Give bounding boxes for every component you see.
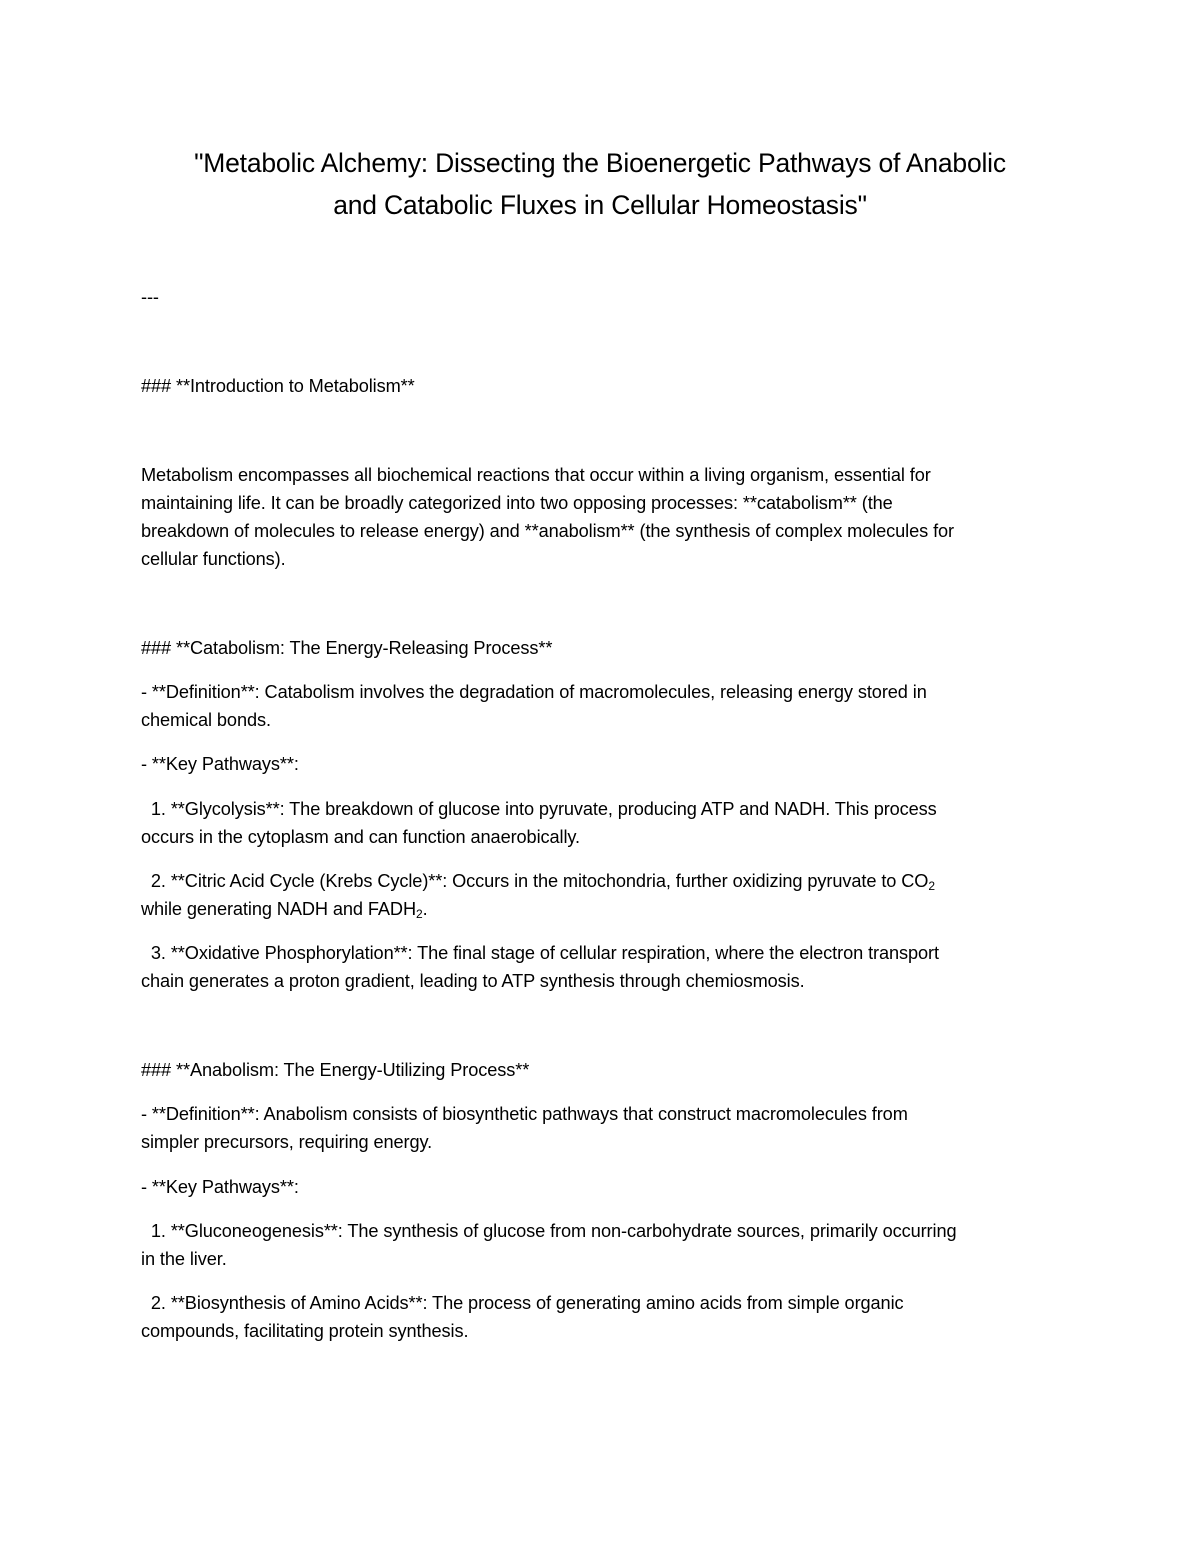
catabolism-definition-line: - **Definition**: Catabolism involves the degradation of macromolecules, releasing energy stored in — [141, 682, 927, 702]
catabolism-item-citric-acid-cont — [141, 895, 1071, 923]
fadh2-subscript: 2 — [416, 907, 423, 921]
catabolism-definition-line: chemical bonds. — [141, 710, 271, 730]
intro-paragraph-line: maintaining life. It can be broadly categorized into two opposing processes: **catabolism** (the — [141, 493, 893, 513]
anabolism-item-amino-acids-cont: compounds, facilitating protein synthesis. — [141, 1321, 469, 1341]
catabolism-item-glycolysis-cont: occurs in the cytoplasm and can function anaerobically. — [141, 827, 580, 847]
title-line-2: and Catabolic Fluxes in Cellular Homeostasis" — [333, 190, 867, 220]
catabolism-item-citric-acid — [141, 867, 1071, 895]
separator-line: --- — [141, 287, 159, 307]
catabolism-key-pathways: - **Key Pathways**: — [141, 754, 299, 774]
anabolism-definition-line: - **Definition**: Anabolism consists of biosynthetic pathways that construct macromolecules from — [141, 1104, 908, 1124]
anabolism-item-gluconeogenesis-cont: in the liver. — [141, 1249, 227, 1269]
intro-paragraph-line: breakdown of molecules to release energy) and **anabolism** (the synthesis of complex molecules for — [141, 521, 955, 541]
citric-acid-period: . — [422, 899, 428, 919]
document-title — [120, 142, 1080, 226]
catabolism-item-oxphos: 3. **Oxidative Phosphorylation**: The final stage of cellular respiration, where the electron transport — [141, 943, 939, 963]
citric-acid-text: 2. **Citric Acid Cycle (Krebs Cycle)**: Occurs in the mitochondria, further oxidizing pyruvate to CO — [141, 871, 929, 891]
anabolism-item-amino-acids: 2. **Biosynthesis of Amino Acids**: The process of generating amino acids from simple organic — [141, 1293, 904, 1313]
anabolism-item-gluconeogenesis: 1. **Gluconeogenesis**: The synthesis of glucose from non-carbohydrate sources, primarily occurring — [141, 1221, 957, 1241]
co2-subscript: 2 — [928, 879, 935, 893]
title-line-1: "Metabolic Alchemy: Dissecting the Bioenergetic Pathways of Anabolic — [194, 148, 1006, 178]
catabolism-item-oxphos-cont: chain generates a proton gradient, leading to ATP synthesis through chemiosmosis. — [141, 971, 805, 991]
intro-paragraph-line: cellular functions). — [141, 549, 286, 569]
intro-paragraph-line: Metabolism encompasses all biochemical reactions that occur within a living organism, essential for — [141, 465, 931, 485]
catabolism-item-glycolysis: 1. **Glycolysis**: The breakdown of glucose into pyruvate, producing ATP and NADH. This process — [141, 799, 937, 819]
anabolism-key-pathways: - **Key Pathways**: — [141, 1177, 299, 1197]
intro-heading: ### **Introduction to Metabolism** — [141, 376, 415, 396]
catabolism-heading: ### **Catabolism: The Energy-Releasing Process** — [141, 638, 553, 658]
anabolism-heading: ### **Anabolism: The Energy-Utilizing Process** — [141, 1060, 530, 1080]
citric-acid-cont-text: while generating NADH and FADH — [141, 899, 416, 919]
anabolism-definition-line: simpler precursors, requiring energy. — [141, 1132, 433, 1152]
